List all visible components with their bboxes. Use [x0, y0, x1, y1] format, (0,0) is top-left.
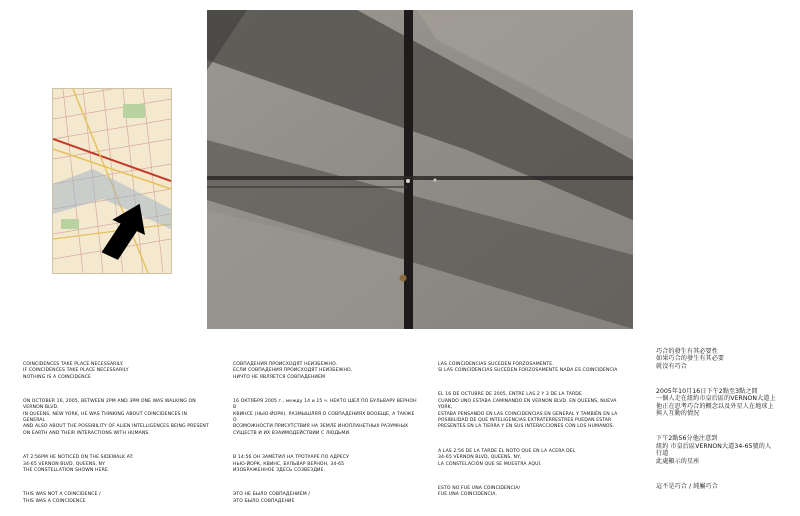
spanish-paragraph: ESTO NO FUE UNA COINCIDENCIA/ FUE UNA COINCIDENCIA. — [438, 485, 521, 498]
chinese-paragraph: 這不是巧合 / 純屬巧合 — [656, 482, 718, 490]
chinese-paragraph: 巧合的發生有其必要性 如果巧合的發生有其必要 就沒有巧合 — [656, 347, 725, 370]
spanish-paragraph: LAS COINCIDENCIAS SUCEDEN FORZOSAMENTE. SI LAS COINCIDENCIAS SUCEDEN FORZOSAMENTE NADA ES COINCIDENCIA — [438, 361, 618, 374]
spanish-paragraph: A LAS 2:56 DE LA TARDE ÉL NOTÓ QUE EN LA ACERA DEL 34-65 VERNON BLVD, QUEENS, NY, LA CONSTELACIÓN QUE SE MUESTRA AQUÍ. — [438, 448, 576, 467]
english-paragraph: THIS WAS NOT A COINCIDENCE / THIS WAS A COINCIDENCE — [23, 492, 101, 504]
chinese-text — [656, 333, 776, 501]
spanish-text — [438, 349, 628, 510]
map-thumbnail — [52, 88, 172, 274]
english-paragraph: AT 2:56PM HE NOTICED ON THE SIDEWALK AT: 34-65 VERNON BLVD, QUEENS, NY THE CONSTELLATION SHOWN HERE. — [23, 455, 134, 473]
russian-paragraph: 16 ОКТЯБРЯ 2005 г., между 14 и 15 ч. НЕКТО ШЕЛ ПО БУЛЬВАРУ ВЕРНОН В КВИНСЕ (НЬЮ-ЙОРК). РАЗМЫШЛЯЯ О СОВПАДЕНИЯХ ВООБЩЕ, А ТАКЖЕ О ВОЗМОЖНОСТИ ПРИСУТСТВИЯ НА ЗЕМЛЕ ИНОПЛАНЕТНЫХ РАЗУМНЫХ СУЩЕСТВ И ИХ ВЗАИМОДЕЙСТВИИ С ЛЮДЬМИ. — [233, 398, 417, 436]
russian-paragraph: В 14:56 ОН ЗАМЕТИЛ НА ТРОТУАРЕ ПО АДРЕСУ НЬЮ-ЙОРК, КВИНС, БУЛЬВАР ВЕРНОН, 34-65 ИЗОБРАЖЕННОЕ ЗДЕСЬ СОЗВЕЗДИЕ. — [233, 455, 350, 473]
english-paragraph: ON OCTOBER 16, 2005, BETWEEN 2PM AND 3PM ONE WAS WALKING ON VERNON BLVD. IN QUEENS, NEW YORK, HE WAS THINKING ABOUT COINCIDENCES IN GENERAL AND ALSO ABOUT THE POSSIBILITY OF ALIEN INTELLIGENCES BEING PRESENT ON EARTH AND THEIR INTERACTIONS WITH HUMANS. — [23, 398, 209, 436]
russian-paragraph: СОВПАДЕНИЯ ПРОИСХОДЯТ НЕИЗБЕЖНО. ЕСЛИ СОВПАДЕНИЯ ПРОИСХОДЯТ НЕИЗБЕЖНО, НИЧТО НЕ ЯВЛЯЕТСЯ СОВПАДЕНИЕМ — [233, 361, 353, 380]
sidewalk-photo — [207, 10, 633, 329]
chinese-paragraph: 2005年10月16日下午2點至3點之間 一個人走在紐約市皇后區的VERNON大道上 他正在思考巧合的概念以及外星人在地球上 與人互動的情況 — [656, 387, 776, 418]
english-text — [23, 349, 209, 516]
chinese-paragraph: 下午2點56分他注意到 紐約 市皇后區VERNON大道34-65號的人行道 此處顯示的星座 — [656, 435, 772, 465]
russian-paragraph: ЭТО НЕ БЫЛО СОВПАДЕНИЕМ / ЭТО БЫЛО СОВПАДЕНИЕ — [233, 492, 310, 504]
english-paragraph: COINCIDENCES TAKE PLACE NECESSARILY. IF COINCIDENCES TAKE PLACE NECESSARILY NOTHING IS A COINCIDENCE — [23, 361, 129, 380]
russian-text — [233, 349, 419, 516]
spanish-paragraph: EL 16 DE OCTUBRE DE 2005, ENTRE LAS 2 Y 3 DE LA TARDE CUANDO UNO ESTABA CAMINANDO EN VERNON BLVD. EN QUEENS, NUEVA YORK, ESTABA PENSANDO EN LAS COINCIDENCIAS EN GENERAL Y TAMBIÉN EN LA POSIBILIDAD DE QUE INTELIGENCIAS EXTRATERRESTRES PUEDAN ESTAR PRESENTES EN LA TIERRA Y EN SUS INTERACCIONES CON LOS HUMANOS. — [438, 392, 618, 430]
